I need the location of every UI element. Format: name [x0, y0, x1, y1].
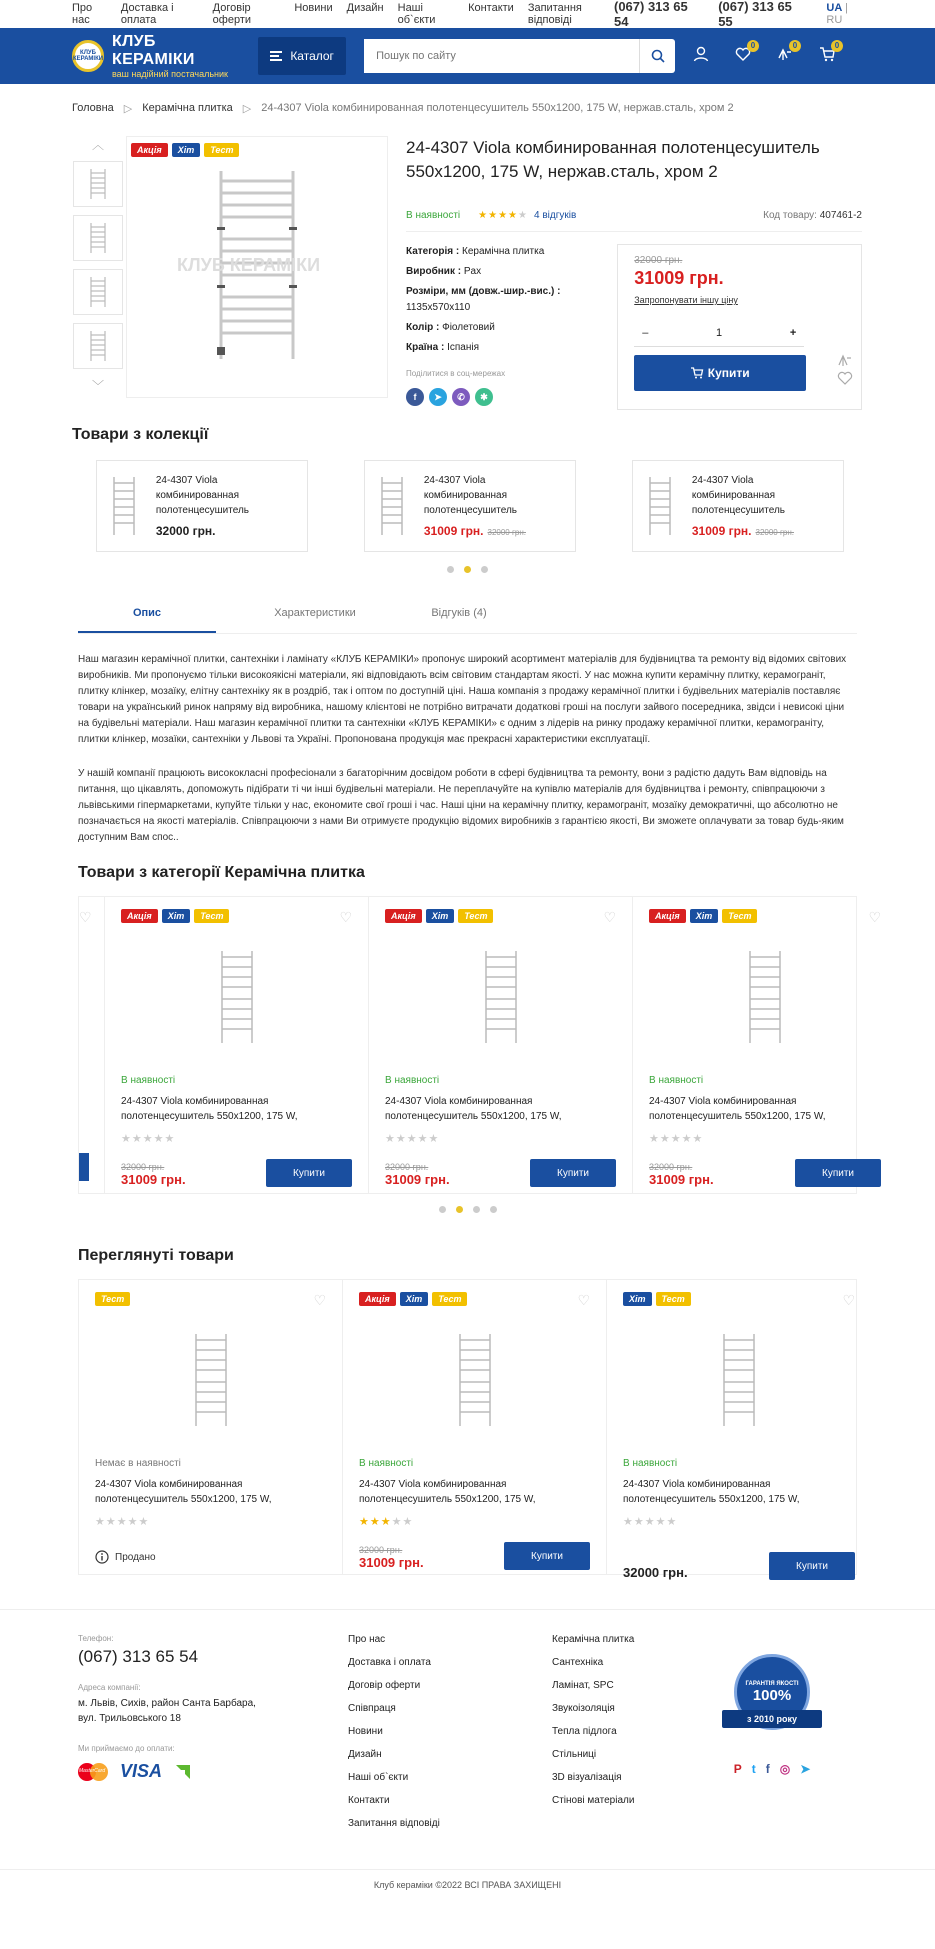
footer-link[interactable]: Дизайн [348, 1749, 382, 1760]
footer-link[interactable]: Про нас [348, 1634, 386, 1645]
quality-seal-icon [722, 1648, 822, 1748]
product-code-value: 407461-2 [819, 210, 862, 221]
catalog-button[interactable] [258, 37, 346, 75]
tab-specs[interactable]: Характеристики [274, 607, 356, 619]
buy-button-partial[interactable] [79, 1153, 89, 1181]
thumbnail[interactable] [73, 215, 123, 261]
catalog-label: Каталог [290, 49, 334, 63]
address-line-2: вул. Трильовського 18 [78, 1713, 181, 1724]
pagination-dot[interactable] [481, 566, 488, 573]
tag-test: Тест [95, 1292, 130, 1306]
category-carousel [78, 896, 881, 1194]
collection-info [424, 473, 563, 540]
top-link[interactable]: Запитання відповіді [527, 2, 582, 26]
chevron-down-icon[interactable]: ﹀ [91, 379, 104, 393]
address-line-1: м. Львів, Сихів, район Санта Барбара, [78, 1698, 256, 1709]
footer-link[interactable]: Стінові матеріали [552, 1795, 635, 1806]
availability: Немає в наявності [95, 1458, 181, 1469]
spec-row [406, 320, 607, 336]
collection-card[interactable] [364, 460, 576, 552]
viber-icon[interactable]: ✆ [452, 388, 470, 406]
logo-text [112, 33, 240, 79]
quantity-plus-button[interactable]: + [789, 326, 797, 339]
logo[interactable] [72, 33, 240, 79]
product-image [121, 937, 352, 1057]
tag-hit: Хіт [172, 143, 201, 157]
current-price: 31009 грн. [121, 1172, 186, 1187]
price-block [359, 1545, 424, 1570]
twitter-icon[interactable]: t [751, 1762, 756, 1776]
user-icon[interactable] [693, 46, 709, 67]
spec-row [406, 284, 607, 316]
footer-phone[interactable]: (067) 313 65 54 [78, 1647, 199, 1666]
main-header [0, 28, 935, 84]
heart-icon[interactable]: ♡ [603, 909, 616, 925]
top-link[interactable]: Доставка і оплата [120, 2, 174, 26]
offer-price-link[interactable]: Запропонувати іншу ціну [634, 295, 738, 305]
phone-label: Телефон: [78, 1634, 114, 1643]
language-switch [826, 2, 863, 26]
collection-pagination [0, 566, 935, 573]
heart-icon[interactable]: ♡ [577, 1292, 590, 1308]
footer-link[interactable]: 3D візуалізація [552, 1772, 622, 1783]
collection-card[interactable] [632, 460, 844, 552]
footer-link[interactable]: Новини [348, 1726, 383, 1737]
breadcrumb-current: 24-4307 Viola комбинированная полотенцесушитель 550x1200, 175 W, нержав.сталь, хром 2 [261, 102, 734, 114]
product-tags [121, 909, 352, 923]
product-tags [359, 1292, 590, 1306]
product-card[interactable] [79, 1280, 343, 1574]
spec-label: Категорія : [406, 246, 460, 257]
footer-link[interactable]: Співпраця [348, 1703, 396, 1714]
top-link[interactable]: Дизайн [346, 2, 384, 14]
price-row [121, 1159, 352, 1187]
footer-badge [702, 1634, 842, 1869]
rating-stars-icon: ★★★★★ [359, 1516, 414, 1528]
logo-emblem-text: КЛУБ КЕРАМІКИ [72, 50, 104, 62]
buy-box [617, 244, 862, 410]
price-row [359, 1542, 590, 1570]
product-body [406, 244, 862, 410]
thumbnail[interactable] [73, 269, 123, 315]
buy-button[interactable]: Купити [266, 1159, 352, 1187]
collection-price [692, 524, 831, 540]
lang-ua[interactable]: UA [826, 2, 842, 14]
footer-link[interactable]: Доставка і оплата [348, 1657, 431, 1668]
facebook-icon[interactable]: f [765, 1762, 770, 1776]
footer-link[interactable]: Сантехніка [552, 1657, 604, 1668]
tag-sale: Акція [385, 909, 422, 923]
product-tags [95, 1292, 326, 1306]
sold-status [95, 1550, 156, 1564]
buy-button[interactable]: Купити [769, 1552, 855, 1580]
logo-emblem-icon [72, 40, 104, 72]
product-card[interactable] [343, 1280, 607, 1574]
logo-title: КЛУБ КЕРАМІКИ [112, 33, 195, 68]
tag-sale: Акція [649, 909, 686, 923]
spec-row [406, 340, 607, 356]
copyright: Клуб кераміки ©2022 ВСІ ПРАВА ЗАХИЩЕНІ [0, 1869, 935, 1900]
product-image [359, 1320, 590, 1440]
price-block [649, 1162, 714, 1187]
footer-link[interactable]: Звукоізоляція [552, 1703, 615, 1714]
product-image [623, 1320, 855, 1440]
heart-icon[interactable]: ♡ [842, 1292, 855, 1308]
price-block [121, 1162, 186, 1187]
breadcrumb [0, 84, 935, 124]
pagination-dot-active[interactable] [464, 566, 471, 573]
watermark: КЛУБ КЕРАМІКИ [177, 255, 321, 275]
price-block [385, 1162, 450, 1187]
product-tags [131, 143, 239, 157]
buy-button[interactable]: Купити [530, 1159, 616, 1187]
footer-nav-info [348, 1634, 552, 1869]
product-card[interactable] [633, 897, 897, 1193]
product-section [0, 124, 935, 424]
quantity-minus-button[interactable]: – [642, 326, 649, 339]
collection-name: 24-4307 Viola комбинированная полотенцесушитель [155, 475, 249, 516]
spec-value: 1135x570x110 [406, 302, 471, 313]
heart-icon[interactable]: ♡ [339, 909, 352, 925]
price-row [649, 1159, 881, 1187]
rating-stars-icon: ★★★★★ [623, 1516, 678, 1528]
footer-link[interactable]: Запитання відповіді [348, 1818, 440, 1829]
rating-stars-icon: ★★★★★ [649, 1133, 704, 1145]
tag-sale: Акція [131, 143, 168, 157]
tag-test: Тест [432, 1292, 467, 1306]
product-info [406, 136, 862, 424]
share-other-icon[interactable]: ✱ [475, 388, 493, 406]
collection-image [377, 475, 408, 537]
spec-value: Фіолетовий [442, 322, 495, 333]
collection-price-old: 32000 грн. [487, 527, 526, 537]
top-link[interactable]: Про нас [72, 2, 93, 26]
spec-row [406, 264, 607, 280]
price-row [623, 1552, 855, 1580]
phone-1[interactable]: (067) 313 65 54 [613, 0, 688, 29]
cart-icon[interactable] [819, 41, 840, 67]
payment-label: Ми приймаємо до оплати: [78, 1744, 175, 1753]
footer-contacts [78, 1634, 348, 1869]
logo-subtitle: ваш надійний постачальник [112, 69, 228, 79]
product-code-label: Код товару: [763, 210, 817, 221]
product-code [763, 210, 862, 221]
spec-value: Іспанія [447, 342, 479, 353]
product-card[interactable] [369, 897, 633, 1193]
product-image [649, 937, 881, 1057]
footer-link[interactable]: Керамічна плитка [552, 1634, 635, 1645]
instagram-icon[interactable]: ◎ [779, 1762, 791, 1776]
collection-title: Товари з колекції [72, 426, 209, 443]
spec-label: Колір : [406, 322, 440, 333]
heart-icon[interactable] [837, 371, 853, 385]
top-link[interactable]: Договір оферти [212, 2, 252, 26]
quantity-value[interactable]: 1 [716, 326, 723, 339]
tag-hit: Хіт [426, 909, 455, 923]
search-icon [651, 49, 665, 63]
breadcrumb-category[interactable]: Керамічна плитка [142, 102, 233, 114]
product-tags [623, 1292, 855, 1306]
collection-price: 32000 грн. [155, 524, 216, 538]
description-paragraph: У нашій компанії працюють висококласні професіонали з багаторічним досвідом роботи в сфері будівництва та ремонту, вони з радістю дадуть Вам відповідь на питання, що цікавлять, допоможуть підібрати ті чи інші будівельні матеріали. Не переплачуйте на купівлю матеріалів для будівництва і ремонту, співпрацюючи з львівськими гіпермаркетами, купуйте тільки у нас, економите свої гроші і час. Наші ціни на керамічну плитку, керамограніт, мозаїку демократичні, що абсолютно не позначається на якості матеріалів. Співпрацюючи з нами Ви отримуєте продукцію відомих виробників з гарантією якості, Ви зможете оплачувати за товар будь-яким доступним Вам спос.. [78, 768, 844, 843]
tag-test: Тест [194, 909, 229, 923]
buy-button[interactable]: Купити [504, 1542, 590, 1570]
footer-link[interactable]: Наші об`єкти [348, 1772, 409, 1783]
tag-test: Тест [656, 1292, 691, 1306]
spec-label: Виробник : [406, 266, 462, 277]
visa-icon: VISA [120, 1761, 163, 1781]
product-name[interactable]: 24-4307 Viola комбинированная полотенцесушитель 550x1200, 175 W, [359, 1479, 536, 1505]
footer-nav-catalog [552, 1634, 702, 1869]
collection-price [424, 524, 563, 540]
tag-sale: Акція [359, 1292, 396, 1306]
product-card-partial[interactable] [79, 897, 105, 1193]
collection-card[interactable] [96, 460, 308, 552]
header-phones [614, 0, 800, 29]
viewed-list [78, 1279, 857, 1580]
category-pagination [0, 1206, 935, 1213]
wishlist-icon[interactable] [735, 41, 756, 67]
tab-reviews[interactable]: Відгуків (4) [431, 607, 487, 619]
telegram-icon[interactable]: ➤ [800, 1762, 811, 1776]
tag-sale: Акція [121, 909, 158, 923]
seal-percent: 100% [752, 1686, 792, 1704]
address [78, 1696, 348, 1726]
product-name[interactable]: 24-4307 Viola комбинированная полотенцесушитель 550x1200, 175 W, [95, 1479, 272, 1505]
product-name[interactable]: 24-4307 Viola комбинированная полотенцесушитель 550x1200, 175 W, [121, 1096, 298, 1122]
availability: В наявності [406, 210, 461, 221]
footer [0, 1609, 935, 1869]
tag-hit: Хіт [162, 909, 191, 923]
top-link[interactable]: Контакти [468, 2, 514, 14]
rating-stars-icon: ★★★★★ [121, 1133, 176, 1145]
tag-hit: Хіт [400, 1292, 429, 1306]
tag-hit: Хіт [623, 1292, 652, 1306]
reviews-link[interactable]: 4 відгуків [533, 210, 577, 221]
privat-pay-icon [174, 1763, 192, 1781]
info-icon [95, 1550, 109, 1564]
spec-row [406, 244, 607, 260]
collection-name: 24-4307 Viola комбинированная полотенцесушитель [691, 474, 785, 516]
chevron-up-icon[interactable]: ︿ [91, 138, 104, 152]
search-input[interactable] [364, 39, 639, 73]
availability: В наявності [359, 1458, 414, 1469]
footer-link[interactable]: Стільниці [552, 1749, 597, 1760]
product-tags [649, 909, 881, 923]
product-image[interactable] [126, 136, 388, 398]
collection-price-new: 31009 грн. [691, 523, 752, 538]
compare-icon[interactable] [837, 353, 853, 367]
product-title: 24-4307 Viola комбинированная полотенцесушитель 550x1200, 175 W, нержав.сталь, хром 2 [406, 138, 820, 181]
availability: В наявності [385, 1075, 440, 1086]
share-buttons [406, 388, 607, 406]
share-label: Поділитися в соц-мережах [406, 369, 506, 378]
chevron-right-icon: ▷ [242, 103, 252, 115]
heart-icon[interactable]: ♡ [868, 909, 881, 925]
current-price: 31009 грн. [634, 268, 724, 288]
pagination-dot[interactable] [473, 1206, 480, 1213]
collection-price-new: 31009 грн. [423, 523, 484, 538]
product-name[interactable]: 24-4307 Viola комбинированная полотенцесушитель 550x1200, 175 W, [623, 1479, 800, 1505]
tag-test: Тест [722, 909, 757, 923]
footer-link[interactable]: Ламінат, SPC [552, 1680, 614, 1691]
rating-stars-icon: ★★★★★ [478, 210, 528, 221]
mastercard-icon [78, 1763, 108, 1781]
breadcrumb-home[interactable]: Головна [72, 102, 114, 114]
pinterest-icon[interactable]: P [733, 1762, 742, 1776]
thumbnail[interactable] [73, 323, 123, 369]
footer-link[interactable]: Договір оферти [348, 1680, 421, 1691]
current-price: 32000 грн. [623, 1565, 688, 1580]
viewed-title: Переглянуті товари [78, 1247, 234, 1264]
footer-link[interactable]: Тепла підлога [552, 1726, 617, 1737]
collection-price-old: 32000 грн. [755, 527, 794, 537]
address-label: Адреса компанії: [78, 1683, 141, 1692]
old-price: 32000 грн. [385, 1162, 429, 1172]
spec-value: Pax [463, 266, 482, 277]
old-price: 32000 грн. [121, 1162, 165, 1172]
collection-carousel [0, 460, 935, 552]
thumbnail[interactable] [73, 161, 123, 207]
cart-count: 0 [831, 40, 843, 52]
buy-label: Купити [707, 366, 750, 380]
top-link[interactable]: Наші об`єкти [397, 2, 436, 26]
price-row [385, 1159, 616, 1187]
availability: В наявності [121, 1075, 176, 1086]
availability: В наявності [649, 1075, 704, 1086]
footer-social [734, 1762, 811, 1776]
cart-icon [691, 367, 703, 379]
pagination-dot-active[interactable] [456, 1206, 463, 1213]
payment-methods [78, 1761, 348, 1782]
quantity-stepper [634, 319, 804, 347]
product-tabs [0, 607, 935, 633]
pagination-dot[interactable] [447, 566, 454, 573]
product-card[interactable] [607, 1280, 871, 1580]
telegram-icon[interactable]: ➤ [429, 388, 447, 406]
spec-label: Розміри, мм (довж.-шир.-вис.) : [406, 286, 561, 297]
search-button[interactable] [639, 39, 675, 73]
lang-separator: | [844, 2, 848, 14]
current-price: 31009 грн. [359, 1555, 424, 1570]
rating-stars-icon: ★★★★★ [385, 1133, 440, 1145]
tag-test: Тест [204, 143, 239, 157]
spec-label: Країна : [406, 342, 445, 353]
compare-icon[interactable] [777, 41, 798, 67]
description-text [0, 634, 935, 846]
side-actions [837, 353, 853, 385]
description-paragraph: Наш магазин керамічної плитки, сантехніки і ламінату «КЛУБ КЕРАМІКИ» пропонує широкий асортимент матеріалів для будівництва та ремонту від відомих світових виробників. Ми пропонуємо тільки високоякісні матеріали, які відповідають всім світовим стандартам якості. У нас можна купити керамічну плитку, керамограніт, плитку клінкер, мозаїку, елітну сантехніку як в роздріб, так і оптом по доступній ціні. Наша компанія з продажу керамічної плитки і будівельних матеріалів поставляє товари на український ринок напряму від виробника, нашому клієнтові не потрібно витрачати додаткові гроші на послуги зайвого посередника, звідси і невисокі ціни на будівельні матеріали. Наш магазин керамічної плитки та сантехніки «КЛУБ КЕРАМІКИ» є одним з лідерів на ринку продажу керамічної плитки, керамограніту, плитки клінкер, мозаїки, сантехніки у Львові та Україні. Пропонована продукція має прекрасні характеристики експлуатації. [78, 654, 847, 745]
pagination-dot[interactable] [490, 1206, 497, 1213]
seal-top-text: ГАРАНТІЯ ЯКОСТІ [745, 1680, 799, 1687]
category-title: Товари з категорії Керамічна плитка [78, 864, 365, 881]
collection-image [109, 475, 140, 537]
tag-hit: Хіт [690, 909, 719, 923]
footer-link[interactable]: Контакти [348, 1795, 390, 1806]
header-icons [693, 41, 840, 67]
search-box [364, 39, 675, 73]
spec-list [406, 244, 607, 410]
chevron-right-icon: ▷ [123, 103, 133, 115]
product-image [385, 937, 616, 1057]
seal-year: з 2010 року [746, 1714, 797, 1724]
current-price: 31009 грн. [649, 1172, 714, 1187]
heart-icon[interactable]: ♡ [79, 909, 92, 925]
buy-button[interactable]: Купити [795, 1159, 881, 1187]
old-price: 32000 грн. [634, 255, 683, 266]
old-price: 32000 грн. [359, 1545, 403, 1555]
top-bar [0, 0, 935, 28]
availability: В наявності [623, 1458, 678, 1469]
status-line [406, 210, 862, 232]
collection-info [156, 473, 295, 539]
phone-2[interactable]: (067) 313 65 55 [718, 0, 792, 29]
menu-icon [270, 51, 282, 61]
compare-count: 0 [789, 40, 801, 52]
collection-info [692, 473, 831, 540]
product-card[interactable] [105, 897, 369, 1193]
wishlist-count: 0 [747, 40, 759, 52]
product-name[interactable]: 24-4307 Viola комбинированная полотенцесушитель 550x1200, 175 W, [385, 1096, 562, 1122]
thumbnail-list [72, 136, 124, 424]
product-image [95, 1320, 326, 1440]
heart-icon[interactable]: ♡ [313, 1292, 326, 1308]
collection-image [645, 475, 676, 537]
tab-description[interactable]: Опис [78, 607, 216, 633]
mastercard-label: MasterCard [79, 1767, 106, 1774]
facebook-icon[interactable]: f [406, 388, 424, 406]
sold-label: Продано [115, 1551, 156, 1563]
collection-name: 24-4307 Viola комбинированная полотенцесушитель [423, 474, 517, 516]
price-row [95, 1550, 326, 1564]
spec-value: Керамічна плитка [462, 246, 545, 257]
rating-stars-icon: ★★★★★ [95, 1516, 150, 1528]
old-price: 32000 грн. [649, 1162, 693, 1172]
top-link[interactable]: Новини [294, 2, 333, 14]
top-links [72, 2, 614, 26]
product-name[interactable]: 24-4307 Viola комбинированная полотенцесушитель 550x1200, 175 W, [649, 1096, 826, 1122]
product-tags [385, 909, 616, 923]
tag-test: Тест [458, 909, 493, 923]
lang-ru[interactable]: RU [826, 14, 843, 26]
current-price: 31009 грн. [385, 1172, 450, 1187]
buy-button[interactable] [634, 355, 806, 391]
pagination-dot[interactable] [439, 1206, 446, 1213]
